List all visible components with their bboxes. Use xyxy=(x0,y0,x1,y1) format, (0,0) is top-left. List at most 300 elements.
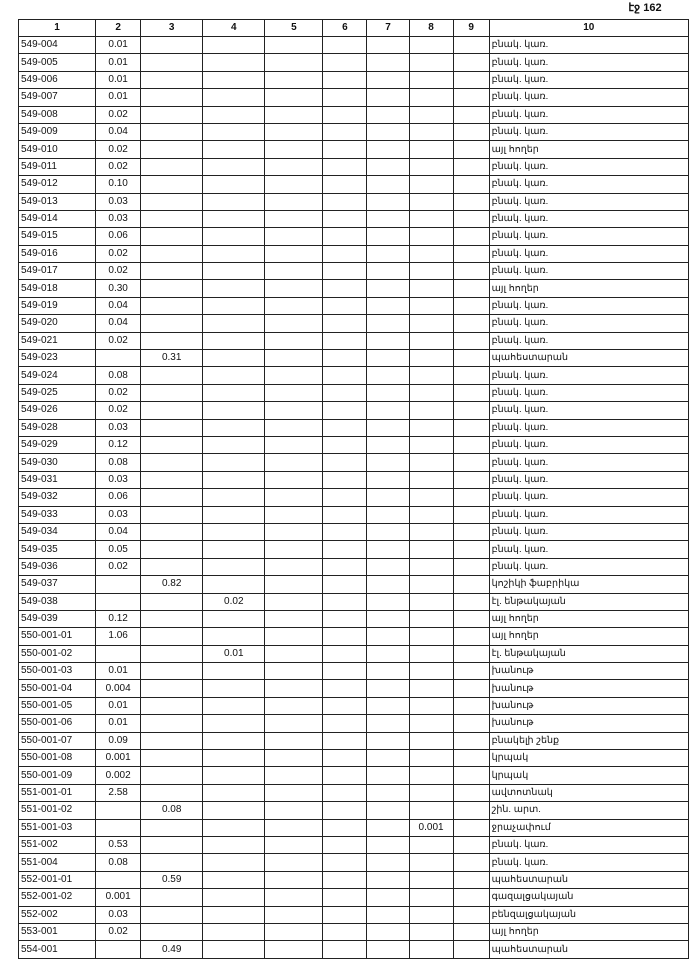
land-use-cell: բնակ. կառ. xyxy=(489,489,688,506)
area-col5-cell xyxy=(265,715,323,732)
area-col3-cell xyxy=(141,819,203,836)
area-col6-cell xyxy=(323,419,367,436)
land-use-cell: բնակ. կառ. xyxy=(489,541,688,558)
area-col8-cell xyxy=(409,541,453,558)
table-row xyxy=(19,419,689,436)
area-col4-cell xyxy=(203,54,265,71)
table-row xyxy=(19,871,689,888)
parcel-code-cell: 551-004 xyxy=(19,854,96,871)
area-col3-cell xyxy=(141,454,203,471)
parcel-code-cell: 550-001-08 xyxy=(19,750,96,767)
area-col8-cell xyxy=(409,436,453,453)
table-row xyxy=(19,123,689,140)
area-col6-cell xyxy=(323,906,367,923)
area-col9-cell xyxy=(453,350,489,367)
area-col6-cell xyxy=(323,732,367,749)
area-col8-cell xyxy=(409,784,453,801)
area-col5-cell xyxy=(265,593,323,610)
table-row xyxy=(19,471,689,488)
area-col4-cell xyxy=(203,784,265,801)
area-col5-cell xyxy=(265,71,323,88)
area-col9-cell xyxy=(453,819,489,836)
area-col4-cell xyxy=(203,367,265,384)
area-col9-cell xyxy=(453,419,489,436)
parcel-code-cell: 549-004 xyxy=(19,37,96,54)
land-use-cell: բնակ. կառ. xyxy=(489,89,688,106)
area-col4-cell xyxy=(203,732,265,749)
area-col4-cell xyxy=(203,923,265,940)
area-col6-cell xyxy=(323,384,367,401)
parcel-code-cell: 550-001-03 xyxy=(19,663,96,680)
area-col4-cell xyxy=(203,576,265,593)
area-col4-cell xyxy=(203,750,265,767)
table-row xyxy=(19,941,689,958)
area-col7-cell xyxy=(367,210,409,227)
area-col8-cell xyxy=(409,697,453,714)
area-col5-cell xyxy=(265,663,323,680)
land-use-cell: խանութ xyxy=(489,697,688,714)
table-row xyxy=(19,297,689,314)
area-col7-cell xyxy=(367,384,409,401)
area-col3-cell xyxy=(141,245,203,262)
area-col3-cell: 0.31 xyxy=(141,350,203,367)
area-col6-cell xyxy=(323,158,367,175)
area-col7-cell xyxy=(367,506,409,523)
area-col2-cell: 0.02 xyxy=(96,384,141,401)
area-col5-cell xyxy=(265,871,323,888)
table-row xyxy=(19,558,689,575)
area-col6-cell xyxy=(323,697,367,714)
area-col8-cell xyxy=(409,645,453,662)
area-col4-cell xyxy=(203,228,265,245)
area-col3-cell xyxy=(141,523,203,540)
parcel-code-cell: 549-024 xyxy=(19,367,96,384)
area-col8-cell xyxy=(409,367,453,384)
area-col3-cell xyxy=(141,610,203,627)
area-col3-cell xyxy=(141,297,203,314)
area-col5-cell xyxy=(265,454,323,471)
parcel-code-cell: 549-009 xyxy=(19,123,96,140)
area-col7-cell xyxy=(367,402,409,419)
area-col8-cell xyxy=(409,715,453,732)
area-col6-cell xyxy=(323,889,367,906)
table-row xyxy=(19,906,689,923)
area-col4-cell xyxy=(203,158,265,175)
area-col6-cell xyxy=(323,54,367,71)
area-col2-cell: 0.001 xyxy=(96,889,141,906)
table-row xyxy=(19,732,689,749)
area-col5-cell xyxy=(265,158,323,175)
area-col8-cell xyxy=(409,454,453,471)
area-col8-cell xyxy=(409,871,453,888)
area-col8-cell xyxy=(409,610,453,627)
area-col4-cell xyxy=(203,697,265,714)
area-col6-cell xyxy=(323,263,367,280)
table-row xyxy=(19,367,689,384)
area-col8-cell xyxy=(409,663,453,680)
parcel-code-cell: 550-001-04 xyxy=(19,680,96,697)
area-col4-cell xyxy=(203,280,265,297)
land-use-cell: բնակ. կառ. xyxy=(489,836,688,853)
area-col6-cell xyxy=(323,576,367,593)
column-header: 4 xyxy=(203,20,265,37)
area-col7-cell xyxy=(367,71,409,88)
area-col8-cell xyxy=(409,628,453,645)
area-col3-cell xyxy=(141,784,203,801)
table-row xyxy=(19,836,689,853)
land-use-cell: բնակ. կառ. xyxy=(489,315,688,332)
area-col8-cell xyxy=(409,419,453,436)
area-col9-cell xyxy=(453,54,489,71)
area-col8-cell xyxy=(409,923,453,940)
area-col5-cell xyxy=(265,767,323,784)
area-col6-cell xyxy=(323,715,367,732)
area-col2-cell: 0.02 xyxy=(96,158,141,175)
area-col7-cell xyxy=(367,419,409,436)
area-col7-cell xyxy=(367,802,409,819)
area-col3-cell xyxy=(141,367,203,384)
area-col5-cell xyxy=(265,576,323,593)
area-col9-cell xyxy=(453,854,489,871)
area-col3-cell xyxy=(141,158,203,175)
area-col5-cell xyxy=(265,54,323,71)
table-row xyxy=(19,610,689,627)
area-col4-cell xyxy=(203,37,265,54)
area-col9-cell xyxy=(453,176,489,193)
table-row xyxy=(19,767,689,784)
area-col6-cell xyxy=(323,663,367,680)
area-col7-cell xyxy=(367,193,409,210)
land-use-cell: բնակ. կառ. xyxy=(489,245,688,262)
area-col9-cell xyxy=(453,471,489,488)
area-col3-cell xyxy=(141,836,203,853)
area-col4-cell xyxy=(203,836,265,853)
area-col6-cell xyxy=(323,819,367,836)
area-col6-cell xyxy=(323,228,367,245)
area-col2-cell xyxy=(96,576,141,593)
column-header: 9 xyxy=(453,20,489,37)
table-row xyxy=(19,680,689,697)
parcel-code-cell: 549-031 xyxy=(19,471,96,488)
area-col8-cell xyxy=(409,471,453,488)
land-use-cell: բենզալցակայան xyxy=(489,906,688,923)
area-col4-cell xyxy=(203,889,265,906)
area-col9-cell xyxy=(453,489,489,506)
parcel-code-cell: 550-001-07 xyxy=(19,732,96,749)
area-col9-cell xyxy=(453,332,489,349)
area-col2-cell: 0.03 xyxy=(96,506,141,523)
land-use-cell: ավտոտնակ xyxy=(489,784,688,801)
area-col8-cell xyxy=(409,854,453,871)
area-col3-cell xyxy=(141,228,203,245)
area-col5-cell xyxy=(265,245,323,262)
area-col6-cell xyxy=(323,871,367,888)
area-col9-cell xyxy=(453,802,489,819)
table-row xyxy=(19,576,689,593)
area-col4-cell xyxy=(203,419,265,436)
area-col7-cell xyxy=(367,906,409,923)
area-col3-cell xyxy=(141,193,203,210)
table-row xyxy=(19,332,689,349)
area-col7-cell xyxy=(367,489,409,506)
table-row xyxy=(19,280,689,297)
parcel-code-cell: 549-016 xyxy=(19,245,96,262)
area-col2-cell: 0.002 xyxy=(96,767,141,784)
area-col7-cell xyxy=(367,158,409,175)
area-col2-cell: 0.05 xyxy=(96,541,141,558)
area-col6-cell xyxy=(323,836,367,853)
area-col9-cell xyxy=(453,436,489,453)
area-col5-cell xyxy=(265,889,323,906)
area-col7-cell xyxy=(367,767,409,784)
table-row xyxy=(19,889,689,906)
column-header: 5 xyxy=(265,20,323,37)
area-col8-cell xyxy=(409,836,453,853)
land-use-cell: բնակ. կառ. xyxy=(489,71,688,88)
parcel-code-cell: 549-038 xyxy=(19,593,96,610)
area-col5-cell xyxy=(265,176,323,193)
area-col2-cell: 0.06 xyxy=(96,228,141,245)
area-col7-cell xyxy=(367,123,409,140)
table-row xyxy=(19,245,689,262)
area-col6-cell xyxy=(323,193,367,210)
parcel-code-cell: 552-001-01 xyxy=(19,871,96,888)
table-row xyxy=(19,628,689,645)
area-col5-cell xyxy=(265,836,323,853)
area-col2-cell: 0.02 xyxy=(96,141,141,158)
area-col4-cell xyxy=(203,89,265,106)
land-use-cell: կոշիկի ֆաբրիկա xyxy=(489,576,688,593)
area-col9-cell xyxy=(453,71,489,88)
area-col4-cell: 0.02 xyxy=(203,593,265,610)
area-col9-cell xyxy=(453,558,489,575)
area-col4-cell xyxy=(203,610,265,627)
land-use-cell: պահեստարան xyxy=(489,941,688,958)
area-col5-cell xyxy=(265,541,323,558)
area-col8-cell xyxy=(409,332,453,349)
land-use-cell: բնակ. կառ. xyxy=(489,402,688,419)
area-col5-cell xyxy=(265,89,323,106)
area-col6-cell xyxy=(323,176,367,193)
area-col7-cell xyxy=(367,454,409,471)
area-col7-cell xyxy=(367,523,409,540)
area-col7-cell xyxy=(367,645,409,662)
area-col7-cell xyxy=(367,610,409,627)
area-col8-cell xyxy=(409,489,453,506)
table-row xyxy=(19,384,689,401)
land-use-cell: բնակ. կառ. xyxy=(489,367,688,384)
land-use-cell: էլ. ենթակայան xyxy=(489,645,688,662)
area-col3-cell xyxy=(141,384,203,401)
area-col2-cell: 0.06 xyxy=(96,489,141,506)
parcel-code-cell: 549-017 xyxy=(19,263,96,280)
area-col9-cell xyxy=(453,732,489,749)
parcel-code-cell: 551-002 xyxy=(19,836,96,853)
area-col7-cell xyxy=(367,941,409,958)
land-use-cell: բնակ. կառ. xyxy=(489,471,688,488)
area-col6-cell xyxy=(323,645,367,662)
area-col2-cell: 2.58 xyxy=(96,784,141,801)
land-use-cell: խանութ xyxy=(489,715,688,732)
area-col6-cell xyxy=(323,106,367,123)
land-use-cell: այլ հողեր xyxy=(489,610,688,627)
area-col9-cell xyxy=(453,680,489,697)
area-col6-cell xyxy=(323,784,367,801)
area-col7-cell xyxy=(367,541,409,558)
area-col5-cell xyxy=(265,141,323,158)
area-col5-cell xyxy=(265,680,323,697)
area-col4-cell xyxy=(203,506,265,523)
area-col9-cell xyxy=(453,871,489,888)
area-col5-cell xyxy=(265,436,323,453)
area-col8-cell xyxy=(409,71,453,88)
area-col9-cell xyxy=(453,836,489,853)
area-col2-cell: 0.03 xyxy=(96,906,141,923)
area-col4-cell xyxy=(203,332,265,349)
land-use-cell: կրպակ xyxy=(489,750,688,767)
area-col7-cell xyxy=(367,715,409,732)
area-col8-cell xyxy=(409,89,453,106)
land-use-cell: էլ. ենթակայան xyxy=(489,593,688,610)
area-col2-cell xyxy=(96,645,141,662)
area-col7-cell xyxy=(367,141,409,158)
table-row xyxy=(19,106,689,123)
area-col3-cell xyxy=(141,176,203,193)
table-row xyxy=(19,715,689,732)
area-col3-cell xyxy=(141,715,203,732)
area-col5-cell xyxy=(265,923,323,940)
area-col9-cell xyxy=(453,228,489,245)
area-col6-cell xyxy=(323,245,367,262)
area-col2-cell: 0.01 xyxy=(96,54,141,71)
area-col2-cell: 0.12 xyxy=(96,436,141,453)
area-col8-cell: 0.001 xyxy=(409,819,453,836)
area-col7-cell xyxy=(367,836,409,853)
parcel-code-cell: 549-011 xyxy=(19,158,96,175)
table-row xyxy=(19,523,689,540)
area-col9-cell xyxy=(453,384,489,401)
area-col6-cell xyxy=(323,767,367,784)
area-col4-cell xyxy=(203,210,265,227)
column-header: 7 xyxy=(367,20,409,37)
area-col3-cell xyxy=(141,141,203,158)
area-col6-cell xyxy=(323,71,367,88)
area-col4-cell xyxy=(203,402,265,419)
area-col3-cell xyxy=(141,54,203,71)
area-col2-cell xyxy=(96,941,141,958)
area-col2-cell xyxy=(96,350,141,367)
land-use-cell: այլ հողեր xyxy=(489,141,688,158)
area-col3-cell xyxy=(141,123,203,140)
area-col6-cell xyxy=(323,37,367,54)
area-col6-cell xyxy=(323,210,367,227)
land-use-cell: բնակ. կառ. xyxy=(489,854,688,871)
area-col9-cell xyxy=(453,367,489,384)
area-col7-cell xyxy=(367,89,409,106)
area-col2-cell: 0.08 xyxy=(96,454,141,471)
table-row xyxy=(19,436,689,453)
area-col2-cell: 0.02 xyxy=(96,558,141,575)
area-col7-cell xyxy=(367,436,409,453)
area-col6-cell xyxy=(323,471,367,488)
area-col4-cell xyxy=(203,471,265,488)
area-col5-cell xyxy=(265,210,323,227)
area-col3-cell xyxy=(141,436,203,453)
table-row xyxy=(19,158,689,175)
area-col7-cell xyxy=(367,854,409,871)
area-col5-cell xyxy=(265,297,323,314)
area-col6-cell xyxy=(323,402,367,419)
area-col5-cell xyxy=(265,263,323,280)
area-col5-cell xyxy=(265,471,323,488)
table-row xyxy=(19,71,689,88)
area-col3-cell xyxy=(141,628,203,645)
land-register-table xyxy=(18,19,689,959)
area-col7-cell xyxy=(367,558,409,575)
area-col6-cell xyxy=(323,523,367,540)
area-col7-cell xyxy=(367,245,409,262)
area-col8-cell xyxy=(409,384,453,401)
area-col2-cell: 0.09 xyxy=(96,732,141,749)
area-col4-cell xyxy=(203,141,265,158)
area-col8-cell xyxy=(409,593,453,610)
area-col2-cell: 0.01 xyxy=(96,663,141,680)
parcel-code-cell: 549-006 xyxy=(19,71,96,88)
area-col9-cell xyxy=(453,784,489,801)
area-col2-cell: 0.03 xyxy=(96,471,141,488)
area-col9-cell xyxy=(453,593,489,610)
area-col2-cell: 0.02 xyxy=(96,106,141,123)
area-col2-cell: 0.04 xyxy=(96,523,141,540)
area-col7-cell xyxy=(367,697,409,714)
area-col4-cell xyxy=(203,628,265,645)
land-use-cell: բնակ. կառ. xyxy=(489,384,688,401)
area-col9-cell xyxy=(453,906,489,923)
area-col9-cell xyxy=(453,106,489,123)
area-col8-cell xyxy=(409,106,453,123)
land-use-cell: այլ հողեր xyxy=(489,628,688,645)
land-use-cell: բնակ. կառ. xyxy=(489,106,688,123)
area-col2-cell: 0.12 xyxy=(96,610,141,627)
table-row xyxy=(19,89,689,106)
land-use-cell: բնակ. կառ. xyxy=(489,419,688,436)
area-col3-cell xyxy=(141,471,203,488)
area-col6-cell xyxy=(323,123,367,140)
parcel-code-cell: 549-039 xyxy=(19,610,96,627)
area-col7-cell xyxy=(367,54,409,71)
area-col9-cell xyxy=(453,767,489,784)
area-col9-cell xyxy=(453,280,489,297)
area-col3-cell xyxy=(141,89,203,106)
area-col8-cell xyxy=(409,176,453,193)
area-col8-cell xyxy=(409,402,453,419)
area-col6-cell xyxy=(323,941,367,958)
area-col7-cell xyxy=(367,576,409,593)
area-col2-cell: 0.08 xyxy=(96,854,141,871)
area-col6-cell xyxy=(323,489,367,506)
area-col9-cell xyxy=(453,315,489,332)
land-use-cell: ջրաչափում xyxy=(489,819,688,836)
area-col8-cell xyxy=(409,297,453,314)
area-col7-cell xyxy=(367,297,409,314)
parcel-code-cell: 553-001 xyxy=(19,923,96,940)
area-col5-cell xyxy=(265,697,323,714)
area-col4-cell xyxy=(203,802,265,819)
parcel-code-cell: 549-033 xyxy=(19,506,96,523)
land-use-cell: բնակ. կառ. xyxy=(489,54,688,71)
land-use-cell: բնակ. կառ. xyxy=(489,263,688,280)
area-col9-cell xyxy=(453,141,489,158)
